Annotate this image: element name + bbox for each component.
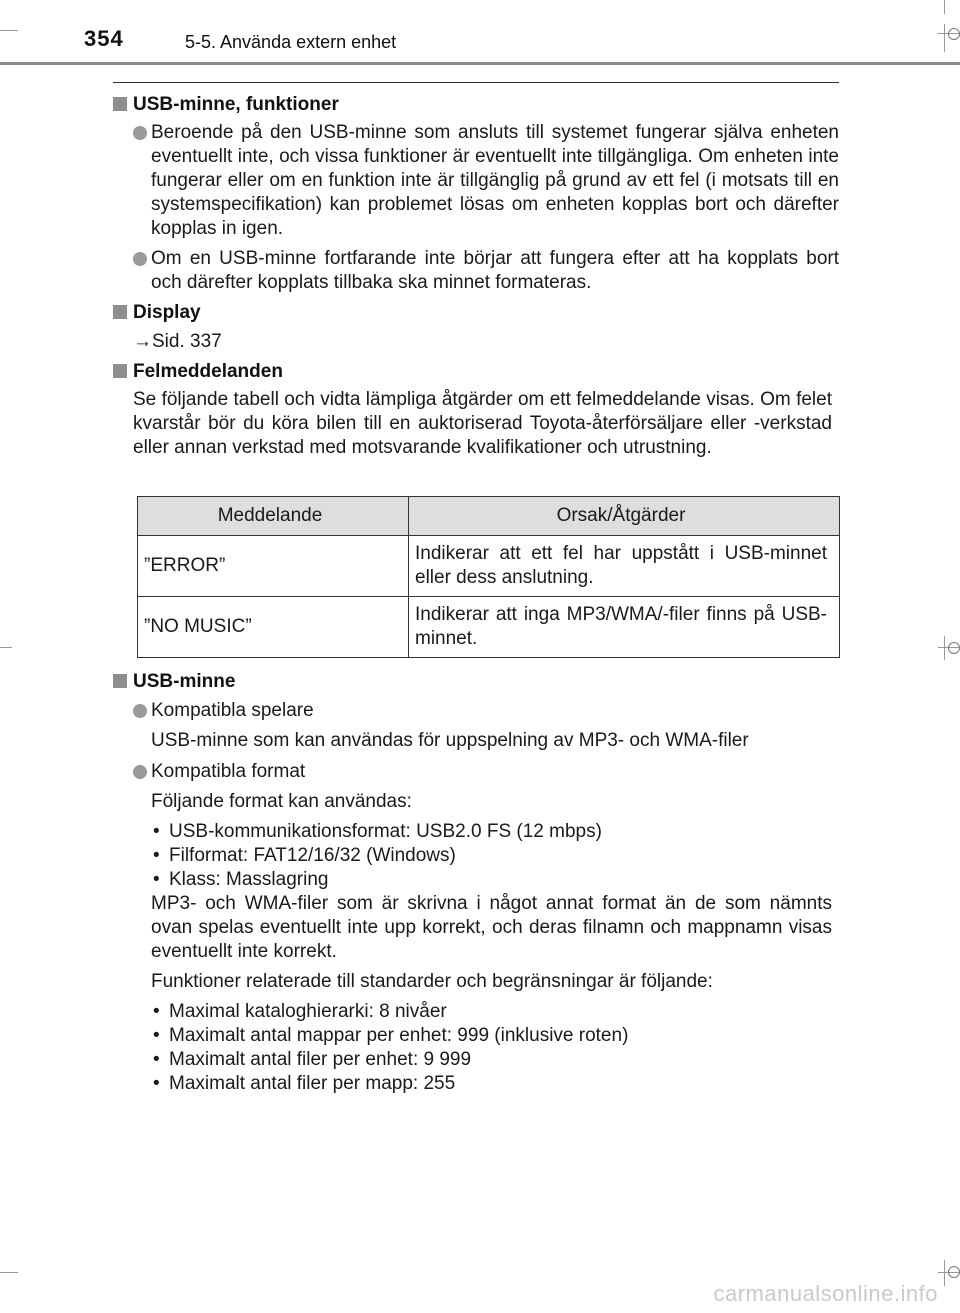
- round-bullet-icon: [133, 252, 147, 266]
- compatible-formats-intro: Följande format kan användas:: [151, 791, 412, 812]
- table-row: [138, 597, 840, 658]
- table-header-row: [138, 497, 840, 536]
- list-item: • Maximalt antal mappar per enhet: 999 (inklusive roten): [151, 1024, 841, 1048]
- section-title: 5-5. Använda extern enhet: [185, 32, 397, 52]
- crop-mark: [944, 636, 945, 660]
- header-divider: [0, 62, 960, 65]
- list-item: • USB-kommunikationsformat: USB2.0 FS (12 mbps): [151, 820, 841, 844]
- crop-mark: [944, 0, 945, 14]
- list-item: • Maximal kataloghierarki: 8 nivåer: [151, 1000, 841, 1024]
- square-bullet-icon: [113, 305, 127, 319]
- content-divider: [113, 82, 839, 83]
- square-bullet-icon: [113, 364, 127, 378]
- limits-intro: Funktioner relaterade till standarder och begränsningar är följande:: [151, 971, 713, 992]
- watermark: carmanualsonline.info: [713, 1281, 938, 1306]
- registration-mark-icon: [948, 28, 960, 40]
- crop-mark: [944, 1260, 945, 1286]
- crop-mark: [944, 24, 945, 52]
- list-item: • Filformat: FAT12/16/32 (Windows): [151, 844, 841, 868]
- round-bullet-icon: [133, 704, 147, 718]
- table-cell-message: ”ERROR”: [138, 536, 409, 597]
- display-page-ref[interactable]: →Sid. 337: [133, 331, 222, 352]
- table-cell-cause: Indikerar att inga MP3/WMA/-filer finns på USB-minnet.: [409, 597, 840, 658]
- table-header-cause: Orsak/Åtgärder: [409, 497, 840, 536]
- heading-usb-functions: USB-minne, funktioner: [113, 94, 339, 116]
- usb-functions-bullet-1: Beroende på den USB-minne som ansluts till systemet fungerar själva enheten eventuellt inte, och vissa funktioner är eventuellt inte tillgängliga. Om enheten inte fungerar eller om en funktion inte är tillgänglig på grund av ett fel (i motsats till en systemspecifikation) kan problemet lösas om enheten kopplas bort och därefter kopplas in igen.: [151, 122, 839, 239]
- table-row: [138, 536, 840, 597]
- table-cell-cause: Indikerar att ett fel har uppstått i USB-minnet eller dess anslutning.: [409, 536, 840, 597]
- usb-functions-bullet-2: Om en USB-minne fortfarande inte börjar att fungera efter att ha kopplats bort och därefter kopplats tillbaka ska minnet formateras.: [151, 248, 839, 293]
- square-bullet-icon: [113, 97, 127, 111]
- crop-mark: [0, 647, 12, 648]
- heading-usb-memory: USB-minne: [113, 671, 235, 693]
- compatible-players-label: Kompatibla spelare: [151, 700, 314, 721]
- registration-mark-icon: [948, 1266, 960, 1278]
- list-item: • Maximalt antal filer per mapp: 255: [151, 1072, 841, 1096]
- heading-display: Display: [113, 302, 201, 324]
- compatible-formats-label: Kompatibla format: [151, 761, 306, 782]
- error-intro: Se följande tabell och vidta lämpliga åtgärder om ett felmeddelande visas. Om felet kvarstår bör du köra bilen till en auktoriserad Toyota-återförsäljare eller -verkstad eller annan verkstad med motsvarande kvalifikationer och utrustning.: [133, 389, 832, 458]
- heading-error-messages: Felmeddelanden: [113, 361, 283, 383]
- round-bullet-icon: [133, 126, 147, 140]
- page-number: 354: [84, 26, 124, 51]
- compatible-players-text: USB-minne som kan användas för uppspelning av MP3- och WMA-filer: [151, 730, 749, 751]
- list-item: • Klass: Masslagring: [151, 868, 841, 892]
- list-item: • Maximalt antal filer per enhet: 9 999: [151, 1048, 841, 1072]
- round-bullet-icon: [133, 765, 147, 779]
- error-table: [137, 496, 840, 658]
- crop-mark: [0, 30, 18, 31]
- format-list: [151, 820, 841, 892]
- crop-mark: [0, 1272, 18, 1273]
- limits-list: [151, 1000, 841, 1096]
- table-cell-message: ”NO MUSIC”: [138, 597, 409, 658]
- table-header-message: Meddelande: [138, 497, 409, 536]
- format-note: MP3- och WMA-filer som är skrivna i något annat format än de som nämnts ovan spelas eventuellt inte upp korrekt, och deras filnamn och mappnamn visas eventuellt inte korrekt.: [151, 893, 832, 962]
- registration-mark-icon: [948, 642, 960, 654]
- square-bullet-icon: [113, 674, 127, 688]
